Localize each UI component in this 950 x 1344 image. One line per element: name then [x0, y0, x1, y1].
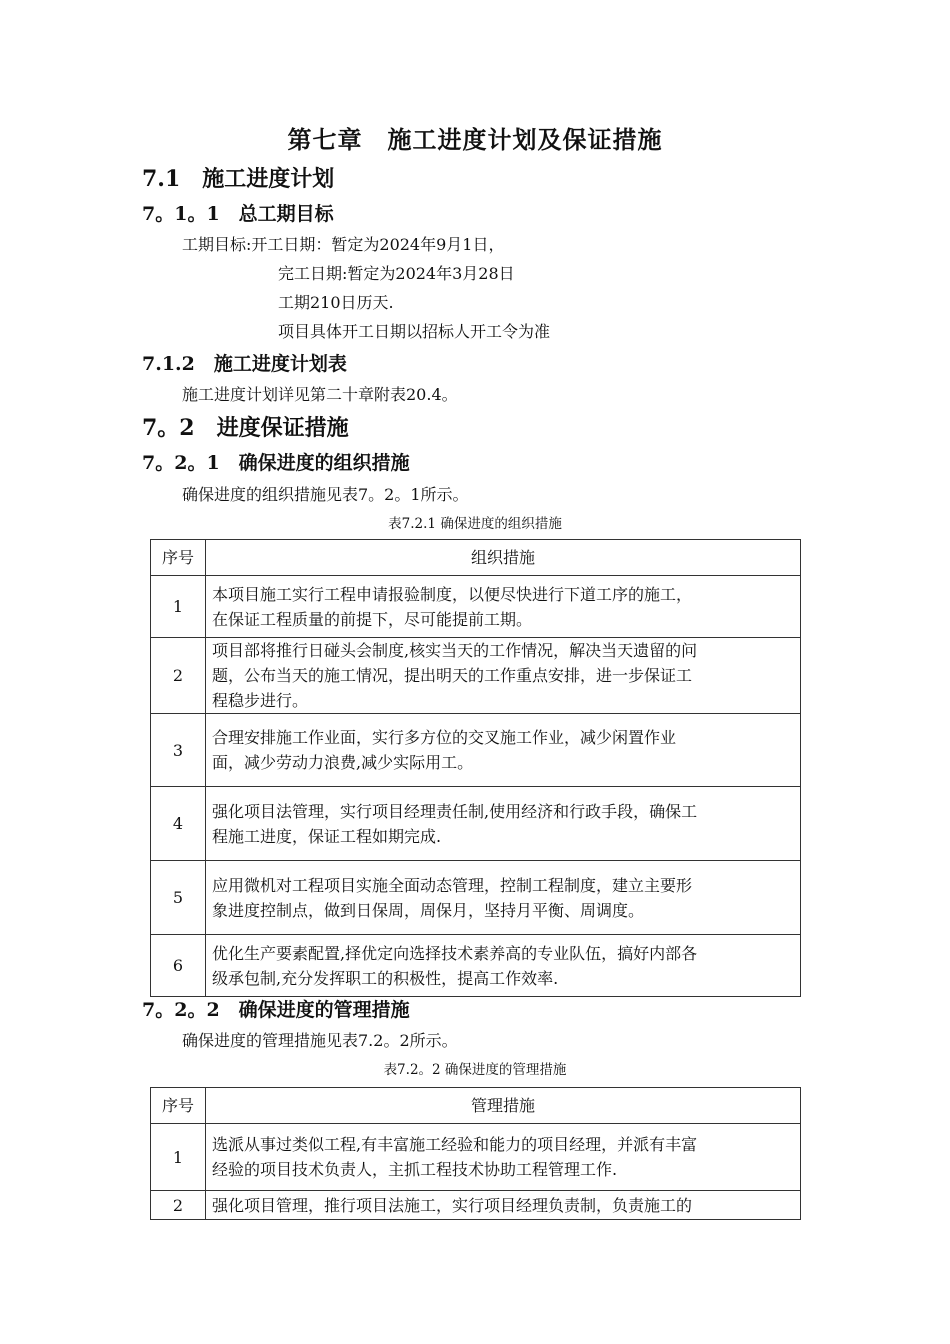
row-content-line: 象进度控制点，做到日保周，周保月，坚持月平衡、周调度。: [212, 900, 645, 920]
row-content-line: 应用微机对工程项目实施全面动态管理，控制工程制度，建立主要形: [212, 875, 693, 895]
row-content-line: 程施工进度，保证工程如期完成.: [212, 826, 442, 846]
management-measures-intro: 确保进度的管理措施见表7.2。2所示。: [182, 1031, 458, 1050]
row-content: [206, 935, 801, 997]
schedule-table-reference: 施工进度计划详见第二十章附表20.4。: [182, 385, 458, 404]
row-number: 2: [151, 638, 206, 714]
table-row: [151, 576, 801, 638]
row-number: 1: [151, 576, 206, 638]
section-7-1-heading: 7.1 施工进度计划: [142, 166, 335, 192]
table-7-2-1-caption: 表7.2.1 确保进度的组织措施: [388, 516, 562, 532]
table-header-row: [151, 540, 801, 576]
schedule-goal-line: 工期目标:开工日期：暂定为2024年9月1日，: [182, 235, 505, 254]
column-header-content: 组织措施: [206, 540, 801, 576]
completion-date-line: 完工日期:暂定为2024年3月28日: [278, 264, 515, 283]
duration-line: 工期210日历天.: [278, 293, 394, 312]
row-content-line: 程稳步进行。: [212, 691, 309, 710]
row-content-line: 面，减少劳动力浪费,减少实际用工。: [212, 753, 474, 772]
organization-measures-table: [150, 539, 801, 997]
row-content-line: 题，公布当天的施工情况，提出明天的工作重点安排，进一步保证工: [212, 666, 693, 685]
row-content: [206, 576, 801, 638]
row-content-line: 合理安排施工作业面，实行多方位的交叉施工作业，减少闲置作业: [212, 728, 677, 747]
row-content-line: 在保证工程质量的前提下，尽可能提前工期。: [212, 609, 533, 629]
table-row: [151, 1191, 801, 1220]
row-content-line: 强化项目法管理，实行项目经理责任制,使用经济和行政手段，确保工: [212, 801, 698, 821]
row-content: [206, 861, 801, 935]
management-measures-table: [150, 1087, 801, 1220]
row-content-line: 选派从事过类似工程,有丰富施工经验和能力的项目经理，并派有丰富: [212, 1135, 698, 1154]
row-number: 4: [151, 787, 206, 861]
row-content: [206, 1191, 801, 1220]
row-content: [206, 787, 801, 861]
row-number: 5: [151, 861, 206, 935]
row-content-line: 级承包制,充分发挥职工的积极性，提高工作效率.: [212, 968, 559, 988]
section-7-1-1-heading: 7。1。1 总工期目标: [142, 203, 334, 225]
organization-measures-intro: 确保进度的组织措施见表7。2。1所示。: [182, 485, 469, 504]
row-content-line: 优化生产要素配置,择优定向选择技术素养高的专业队伍，搞好内部各: [212, 943, 698, 963]
section-7-1-2-heading: 7.1.2 施工进度计划表: [142, 353, 347, 375]
column-header-no: 序号: [151, 540, 206, 576]
table-row: [151, 787, 801, 861]
table-row: [151, 861, 801, 935]
row-content-line: 经验的项目技术负责人，主抓工程技术协助工程管理工作.: [212, 1160, 618, 1179]
table-row: [151, 1124, 801, 1191]
table-row: [151, 935, 801, 997]
row-content: [206, 714, 801, 787]
start-order-line: 项目具体开工日期以招标人开工令为准: [278, 322, 551, 341]
row-content-line: 强化项目管理，推行项目法施工，实行项目经理负责制，负责施工的: [212, 1195, 693, 1215]
row-number: 2: [151, 1191, 206, 1220]
section-7-2-2-heading: 7。2。2 确保进度的管理措施: [142, 999, 410, 1021]
row-content: [206, 1124, 801, 1191]
column-header-no: 序号: [151, 1088, 206, 1124]
table-7-2-2-caption: 表7.2。2 确保进度的管理措施: [383, 1062, 567, 1078]
row-number: 1: [151, 1124, 206, 1191]
row-content-line: 本项目施工实行工程申请报验制度，以便尽快进行下道工序的施工，: [212, 584, 693, 604]
section-7-2-1-heading: 7。2。1 确保进度的组织措施: [142, 452, 410, 474]
section-7-2-heading: 7。2 进度保证措施: [142, 415, 349, 441]
row-content-line: 项目部将推行日碰头会制度,核实当天的工作情况，解决当天遗留的问: [212, 641, 698, 660]
row-number: 3: [151, 714, 206, 787]
row-content: [206, 638, 801, 714]
table-header-row: [151, 1088, 801, 1124]
column-header-content: 管理措施: [206, 1088, 801, 1124]
table-row: [151, 638, 801, 714]
row-number: 6: [151, 935, 206, 997]
table-row: [151, 714, 801, 787]
chapter-title: 第七章 施工进度计划及保证措施: [287, 125, 663, 154]
